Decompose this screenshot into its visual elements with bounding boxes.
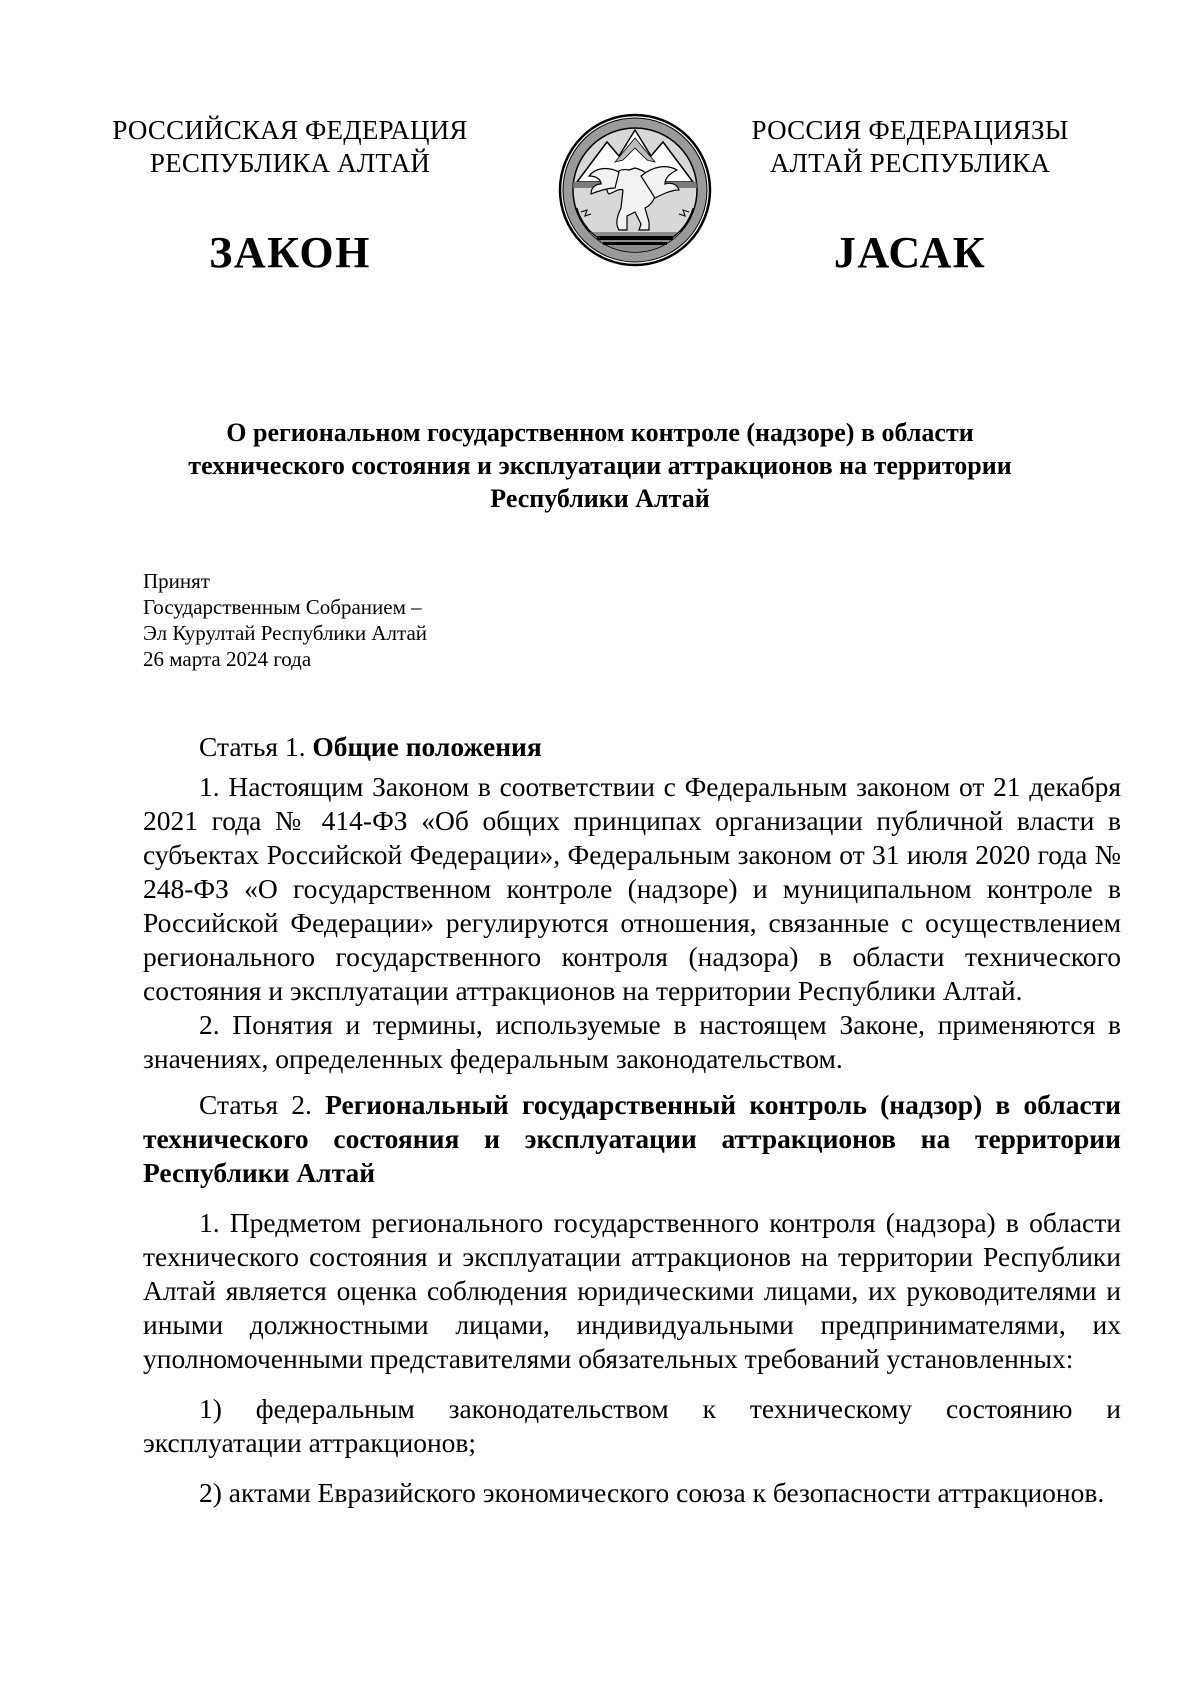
header-altai [700, 114, 1120, 180]
header-right-line1: РОССИЯ ФЕДЕРАЦИЯЗЫ [751, 115, 1069, 145]
title-line1: О региональном государственном контроле (надзоре) в области [226, 418, 974, 447]
article-2-heading [143, 1088, 1121, 1190]
header-left-line2: РЕСПУБЛИКА АЛТАЙ [149, 148, 431, 178]
coat-of-arms-altai-icon [557, 112, 713, 268]
document-body [143, 730, 1121, 1510]
article-2-paragraph-1: 1. Предметом регионального государственного контроля (надзора) в области технического состояния и эксплуатации аттракционов на территории Республики Алтай является оценка соблюдения юридическими лицами, их руководителями и иными должностными лицами, индивидуальными предпринимателями, их уполномоченными представителями обязательных требований установленных: [143, 1207, 1121, 1374]
law-label-altai: JАСАК [833, 228, 987, 277]
article-1-prefix: Статья 1. [199, 731, 313, 762]
document-title [160, 416, 1040, 515]
article-1-heading [143, 730, 1121, 764]
article-1-paragraph-1: 1. Настоящим Законом в соответствии с Федеральным законом от 21 декабря 2021 года № 414-ФЗ «Об общих принципах организации публичной власти в субъектах Российской Федерации», Федеральным законом от 31 июля 2020 года № 248-ФЗ «О государственном контроле (надзоре) и муниципальном контроле в Российской Федерации» регулируются отношения, связанные с осуществлением регионального государственного контроля (надзора) в области технического состояния и эксплуатации аттракционов на территории Республики Алтай. [143, 771, 1121, 1006]
article-1-title: Общие положения [312, 731, 542, 762]
header-left-line1: РОССИЙСКАЯ ФЕДЕРАЦИЯ [112, 115, 468, 145]
article-2-item-2: 2) актами Евразийского экономического союза к безопасности аттракционов. [199, 1477, 1105, 1508]
adoption-line2: Государственным Собранием – [143, 595, 422, 619]
article-2-prefix: Статья 2. [199, 1089, 326, 1120]
adoption-line1: Принят [143, 569, 210, 593]
article-1-paragraph-2: 2. Понятия и термины, используемые в настоящем Законе, применяются в значениях, определенных федеральным законодательством. [143, 1009, 1121, 1074]
adoption-date: 26 марта 2024 года [143, 647, 312, 671]
title-line2: технического состояния и эксплуатации аттракционов на территории [188, 451, 1012, 480]
title-line3: Республики Алтай [490, 484, 710, 513]
adoption-line3: Эл Курултай Республики Алтай [143, 621, 428, 645]
header-russian [80, 114, 500, 180]
header-right-line2: АЛТАЙ РЕСПУБЛИКА [769, 148, 1051, 178]
law-label-russian: ЗАКОН [209, 228, 371, 277]
article-2-title: Региональный государственный контроль (надзор) в области технического состояния и эксплуатации аттракционов на территории Республики Алтай [143, 1089, 1121, 1188]
adoption-block [143, 568, 427, 672]
article-2-item-1: 1) федеральным законодательством к техническому состоянию и эксплуатации аттракционов; [143, 1393, 1121, 1458]
